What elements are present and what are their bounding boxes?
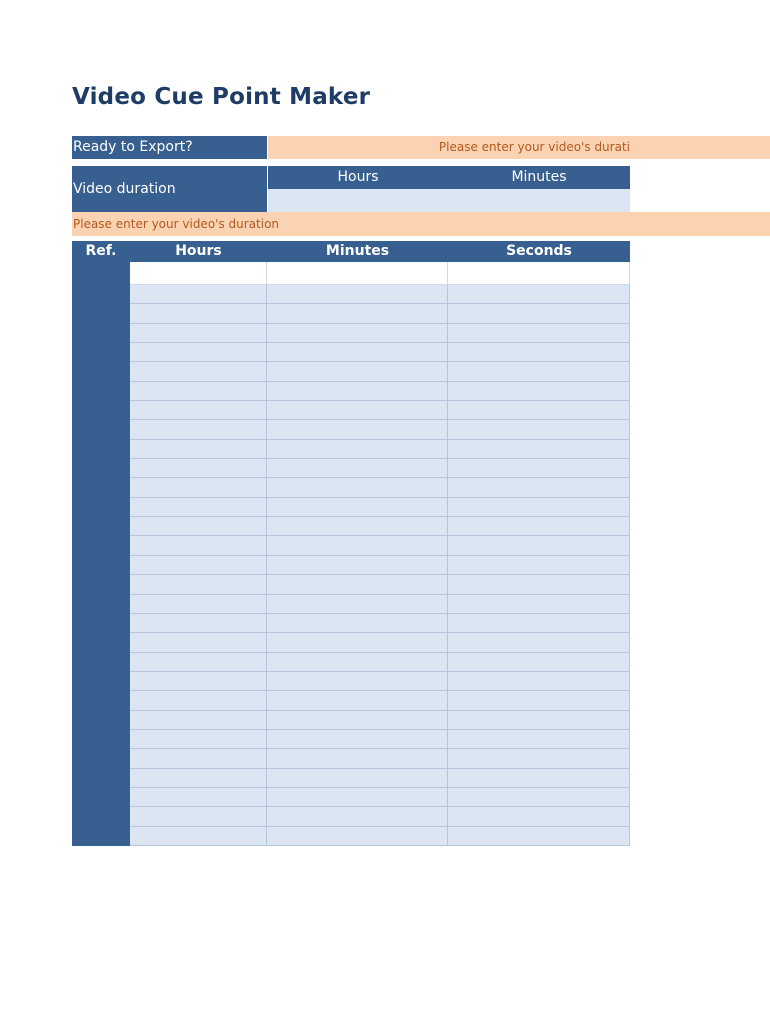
ref-cell bbox=[72, 556, 130, 575]
ref-cell bbox=[72, 285, 130, 304]
seconds-cell[interactable] bbox=[448, 343, 630, 362]
seconds-cell[interactable] bbox=[448, 614, 630, 633]
table-row bbox=[72, 691, 630, 710]
hours-cell[interactable] bbox=[130, 324, 267, 343]
minutes-cell[interactable] bbox=[267, 536, 448, 555]
table-row bbox=[72, 440, 630, 459]
ref-cell bbox=[72, 827, 130, 846]
ref-cell bbox=[72, 711, 130, 730]
hours-cell[interactable] bbox=[130, 691, 267, 710]
table-row bbox=[72, 304, 630, 323]
duration-warning-message: Please enter your video's duration bbox=[72, 212, 770, 236]
seconds-cell[interactable] bbox=[448, 459, 630, 478]
ref-cell bbox=[72, 595, 130, 614]
table-row bbox=[72, 420, 630, 439]
seconds-cell[interactable] bbox=[448, 653, 630, 672]
minutes-cell[interactable] bbox=[267, 420, 448, 439]
table-row bbox=[72, 614, 630, 633]
page-title: Video Cue Point Maker bbox=[72, 84, 371, 110]
table-row bbox=[72, 262, 630, 285]
minutes-cell[interactable] bbox=[267, 304, 448, 323]
ref-cell bbox=[72, 420, 130, 439]
seconds-cell[interactable] bbox=[448, 536, 630, 555]
seconds-cell[interactable] bbox=[448, 478, 630, 497]
hours-cell[interactable] bbox=[130, 827, 267, 846]
minutes-cell[interactable] bbox=[267, 285, 448, 304]
ref-cell bbox=[72, 730, 130, 749]
ref-cell bbox=[72, 382, 130, 401]
table-row bbox=[72, 536, 630, 555]
hours-cell[interactable] bbox=[130, 285, 267, 304]
minutes-cell[interactable] bbox=[267, 807, 448, 826]
hours-cell[interactable] bbox=[130, 769, 267, 788]
table-row bbox=[72, 498, 630, 517]
hours-cell[interactable] bbox=[130, 653, 267, 672]
minutes-cell[interactable] bbox=[267, 730, 448, 749]
duration-minutes-header: Minutes bbox=[448, 166, 630, 189]
hours-cell[interactable] bbox=[130, 788, 267, 807]
hours-cell[interactable] bbox=[130, 536, 267, 555]
hours-cell[interactable] bbox=[130, 807, 267, 826]
seconds-cell[interactable] bbox=[448, 595, 630, 614]
table-row bbox=[72, 382, 630, 401]
table-row bbox=[72, 749, 630, 768]
seconds-cell[interactable] bbox=[448, 324, 630, 343]
seconds-cell[interactable] bbox=[448, 517, 630, 536]
minutes-cell[interactable] bbox=[267, 749, 448, 768]
ref-cell bbox=[72, 807, 130, 826]
seconds-cell[interactable] bbox=[448, 382, 630, 401]
duration-minutes-input[interactable] bbox=[448, 189, 630, 212]
table-body bbox=[72, 262, 630, 846]
table-row bbox=[72, 362, 630, 381]
table-row bbox=[72, 285, 630, 304]
ref-cell bbox=[72, 304, 130, 323]
seconds-cell[interactable] bbox=[448, 498, 630, 517]
hours-cell[interactable] bbox=[130, 382, 267, 401]
duration-hours-input[interactable] bbox=[268, 189, 448, 212]
table-row bbox=[72, 401, 630, 420]
table-row bbox=[72, 653, 630, 672]
hours-cell[interactable] bbox=[130, 420, 267, 439]
hours-cell[interactable] bbox=[130, 440, 267, 459]
minutes-cell[interactable] bbox=[267, 517, 448, 536]
minutes-cell[interactable] bbox=[267, 382, 448, 401]
table-row bbox=[72, 478, 630, 497]
table-header-row bbox=[72, 241, 630, 262]
column-header-ref: Ref. bbox=[85, 243, 117, 259]
minutes-cell[interactable] bbox=[267, 498, 448, 517]
table-row bbox=[72, 343, 630, 362]
seconds-cell[interactable] bbox=[448, 304, 630, 323]
seconds-cell[interactable] bbox=[448, 362, 630, 381]
minutes-cell[interactable] bbox=[267, 440, 448, 459]
minutes-cell[interactable] bbox=[267, 556, 448, 575]
seconds-cell[interactable] bbox=[448, 420, 630, 439]
seconds-cell[interactable] bbox=[448, 285, 630, 304]
ref-cell bbox=[72, 691, 130, 710]
table-row bbox=[72, 788, 630, 807]
ref-cell bbox=[72, 749, 130, 768]
ref-cell bbox=[72, 262, 130, 285]
table-row bbox=[72, 807, 630, 826]
ref-cell bbox=[72, 653, 130, 672]
table-row bbox=[72, 769, 630, 788]
seconds-cell[interactable] bbox=[448, 788, 630, 807]
ref-cell bbox=[72, 362, 130, 381]
minutes-cell[interactable] bbox=[267, 691, 448, 710]
hours-cell[interactable] bbox=[130, 478, 267, 497]
hours-cell[interactable] bbox=[130, 262, 267, 285]
hours-cell[interactable] bbox=[130, 556, 267, 575]
hours-cell[interactable] bbox=[130, 711, 267, 730]
minutes-cell[interactable] bbox=[267, 575, 448, 594]
ref-cell bbox=[72, 633, 130, 652]
ref-cell bbox=[72, 769, 130, 788]
ref-cell bbox=[72, 440, 130, 459]
column-header-seconds: Seconds bbox=[506, 243, 572, 259]
ref-cell bbox=[72, 478, 130, 497]
minutes-cell[interactable] bbox=[267, 788, 448, 807]
seconds-cell[interactable] bbox=[448, 440, 630, 459]
ref-cell bbox=[72, 672, 130, 691]
seconds-cell[interactable] bbox=[448, 401, 630, 420]
seconds-cell[interactable] bbox=[448, 749, 630, 768]
table-row bbox=[72, 633, 630, 652]
export-status-message bbox=[268, 136, 770, 159]
seconds-cell[interactable] bbox=[448, 633, 630, 652]
table-row bbox=[72, 556, 630, 575]
table-row bbox=[72, 827, 630, 846]
table-row bbox=[72, 730, 630, 749]
minutes-cell[interactable] bbox=[267, 401, 448, 420]
column-header-hours: Hours bbox=[175, 243, 222, 259]
ref-cell bbox=[72, 324, 130, 343]
hours-cell[interactable] bbox=[130, 730, 267, 749]
export-status-label: Ready to Export? bbox=[72, 136, 267, 159]
ref-cell bbox=[72, 401, 130, 420]
hours-cell[interactable] bbox=[130, 401, 267, 420]
minutes-cell[interactable] bbox=[267, 459, 448, 478]
ref-cell bbox=[72, 614, 130, 633]
minutes-cell[interactable] bbox=[267, 324, 448, 343]
video-duration-label: Video duration bbox=[72, 166, 267, 212]
hours-cell[interactable] bbox=[130, 362, 267, 381]
seconds-cell[interactable] bbox=[448, 691, 630, 710]
hours-cell[interactable] bbox=[130, 614, 267, 633]
table-row bbox=[72, 324, 630, 343]
minutes-cell[interactable] bbox=[267, 653, 448, 672]
table-row bbox=[72, 459, 630, 478]
seconds-cell[interactable] bbox=[448, 827, 630, 846]
seconds-cell[interactable] bbox=[448, 575, 630, 594]
hours-cell[interactable] bbox=[130, 575, 267, 594]
ref-cell bbox=[72, 343, 130, 362]
hours-cell[interactable] bbox=[130, 633, 267, 652]
seconds-cell[interactable] bbox=[448, 556, 630, 575]
table-row bbox=[72, 517, 630, 536]
minutes-cell[interactable] bbox=[267, 362, 448, 381]
minutes-cell[interactable] bbox=[267, 769, 448, 788]
hours-cell[interactable] bbox=[130, 672, 267, 691]
seconds-cell[interactable] bbox=[448, 769, 630, 788]
hours-cell[interactable] bbox=[130, 595, 267, 614]
minutes-cell[interactable] bbox=[267, 827, 448, 846]
hours-cell[interactable] bbox=[130, 459, 267, 478]
minutes-cell[interactable] bbox=[267, 614, 448, 633]
minutes-cell[interactable] bbox=[267, 343, 448, 362]
table-row bbox=[72, 711, 630, 730]
minutes-cell[interactable] bbox=[267, 262, 448, 285]
minutes-cell[interactable] bbox=[267, 633, 448, 652]
column-header-minutes: Minutes bbox=[325, 243, 390, 259]
seconds-cell[interactable] bbox=[448, 711, 630, 730]
ref-cell bbox=[72, 536, 130, 555]
hours-cell[interactable] bbox=[130, 749, 267, 768]
seconds-cell[interactable] bbox=[448, 807, 630, 826]
duration-hours-header: Hours bbox=[268, 166, 448, 189]
ref-cell bbox=[72, 788, 130, 807]
minutes-cell[interactable] bbox=[267, 711, 448, 730]
seconds-cell[interactable] bbox=[448, 262, 630, 285]
minutes-cell[interactable] bbox=[267, 478, 448, 497]
ref-cell bbox=[72, 459, 130, 478]
table-row bbox=[72, 575, 630, 594]
ref-cell bbox=[72, 575, 130, 594]
hours-cell[interactable] bbox=[130, 498, 267, 517]
cue-point-table bbox=[72, 241, 630, 846]
hours-cell[interactable] bbox=[130, 517, 267, 536]
hours-cell[interactable] bbox=[130, 304, 267, 323]
hours-cell[interactable] bbox=[130, 343, 267, 362]
seconds-cell[interactable] bbox=[448, 672, 630, 691]
minutes-cell[interactable] bbox=[267, 595, 448, 614]
ref-cell bbox=[72, 517, 130, 536]
ref-cell bbox=[72, 498, 130, 517]
export-status-text: Please enter your video's durati bbox=[438, 140, 630, 154]
table-row bbox=[72, 595, 630, 614]
minutes-cell[interactable] bbox=[267, 672, 448, 691]
seconds-cell[interactable] bbox=[448, 730, 630, 749]
table-row bbox=[72, 672, 630, 691]
